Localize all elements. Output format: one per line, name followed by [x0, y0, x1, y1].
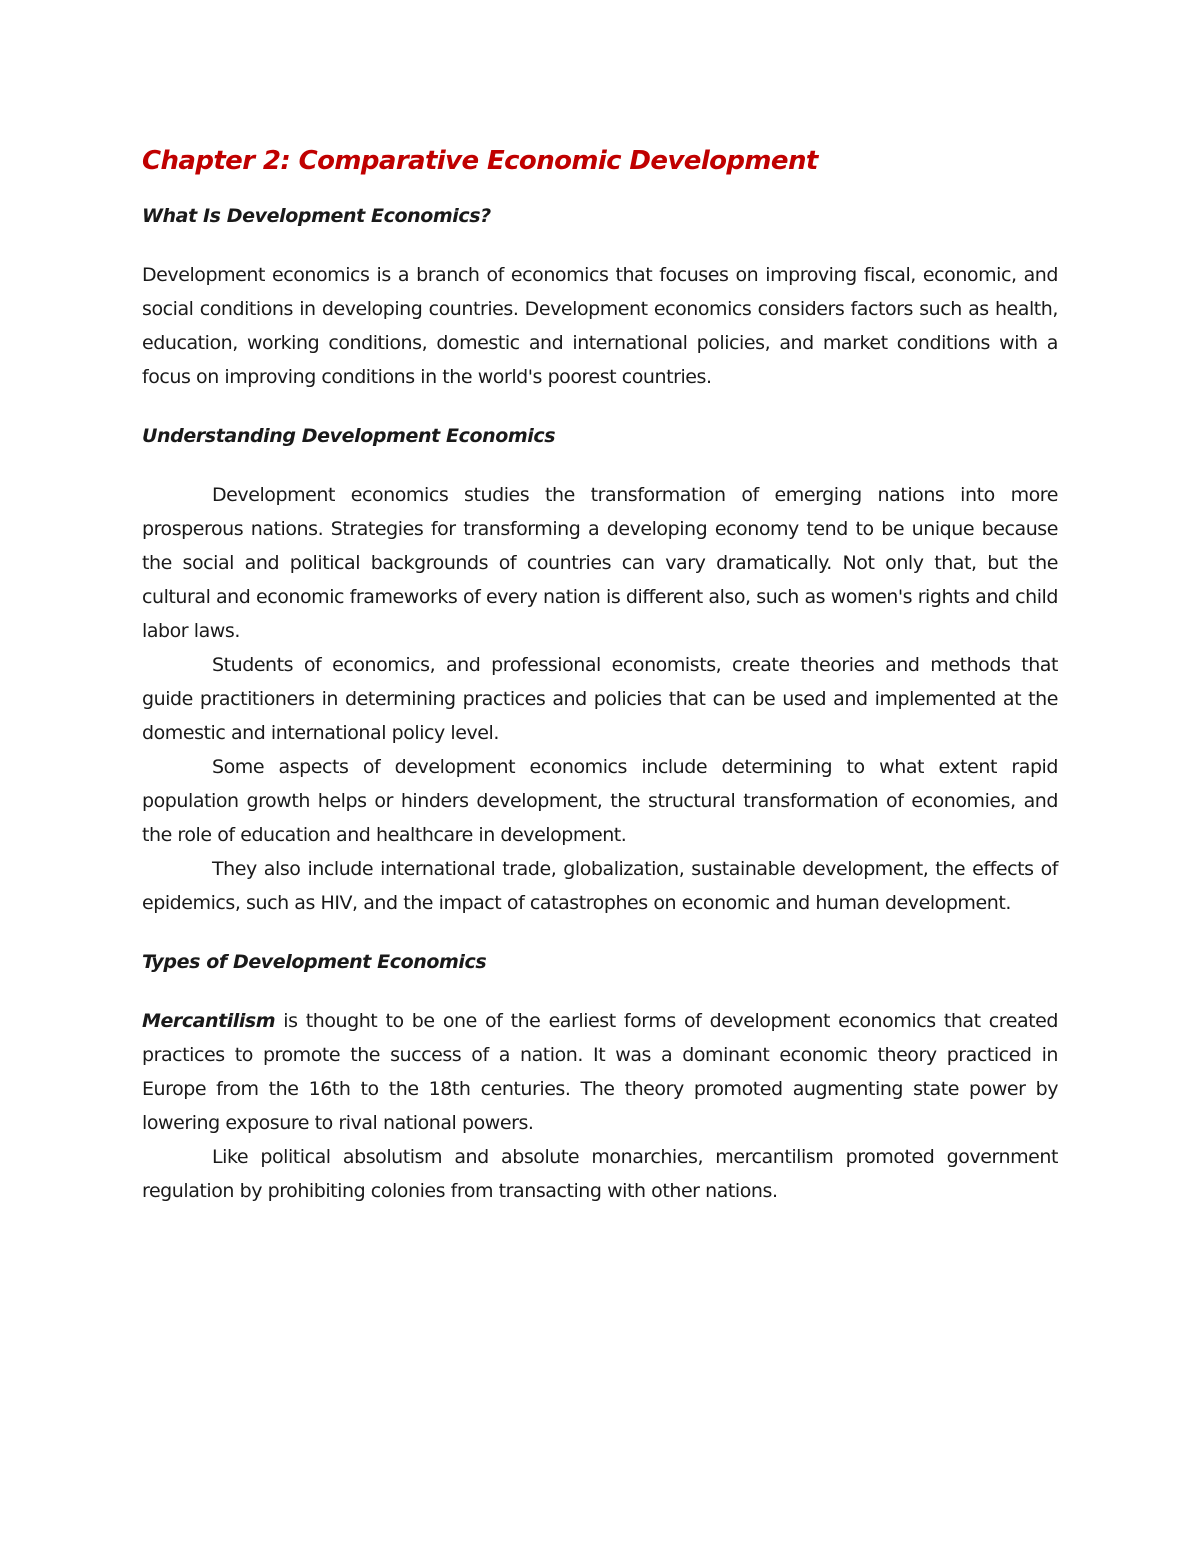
- section-heading: Understanding Development Economics: [142, 425, 556, 447]
- paragraph: Some aspects of development economics include determining to what extent rapid population growth helps or hinders development, the structural transformation of economies, and the role of education and healthcare in development.: [142, 756, 1058, 846]
- paragraph-mercantilism: [142, 1004, 1058, 1140]
- paragraph: Development economics is a branch of economics that focuses on improving fiscal, economic, and social conditions in developing countries. Development economics considers factors such as health, education, working conditions, domestic and international policies, and market conditions with a focus on improving conditions in the world's poorest countries.: [142, 264, 1058, 388]
- paragraph: Development economics studies the transformation of emerging nations into more prosperous nations. Strategies for transforming a developing economy tend to be unique because the social and political backgrounds of countries can vary dramatically. Not only that, but the cultural and economic frameworks of every nation is different also, such as women's rights and child labor laws.: [142, 484, 1058, 642]
- paragraph: Like political absolutism and absolute monarchies, mercantilism promoted government regulation by prohibiting colonies from transacting with other nations.: [142, 1146, 1058, 1202]
- paragraph: They also include international trade, globalization, sustainable development, the effects of epidemics, such as HIV, and the impact of catastrophes on economic and human development.: [142, 858, 1058, 914]
- section-heading: Types of Development Economics: [142, 951, 487, 973]
- document-page: [142, 138, 1058, 1208]
- paragraph-text: is thought to be one of the earliest forms of development economics that created practices to promote the success of a nation. It was a dominant economic theory practiced in Europe from the 16th to the 18th centuries. The theory promoted augmenting state power by lowering exposure to rival national powers.: [142, 1010, 1058, 1134]
- section-heading: What Is Development Economics?: [142, 205, 491, 227]
- section-what-is: [142, 199, 1058, 394]
- section-types: [142, 945, 1058, 1208]
- term-mercantilism: Mercantilism: [142, 1010, 276, 1032]
- chapter-title: Chapter 2: Comparative Economic Development: [142, 146, 818, 176]
- section-understanding: [142, 419, 1058, 920]
- paragraph: Students of economics, and professional economists, create theories and methods that guide practitioners in determining practices and policies that can be used and implemented at the domestic and international policy level.: [142, 654, 1058, 744]
